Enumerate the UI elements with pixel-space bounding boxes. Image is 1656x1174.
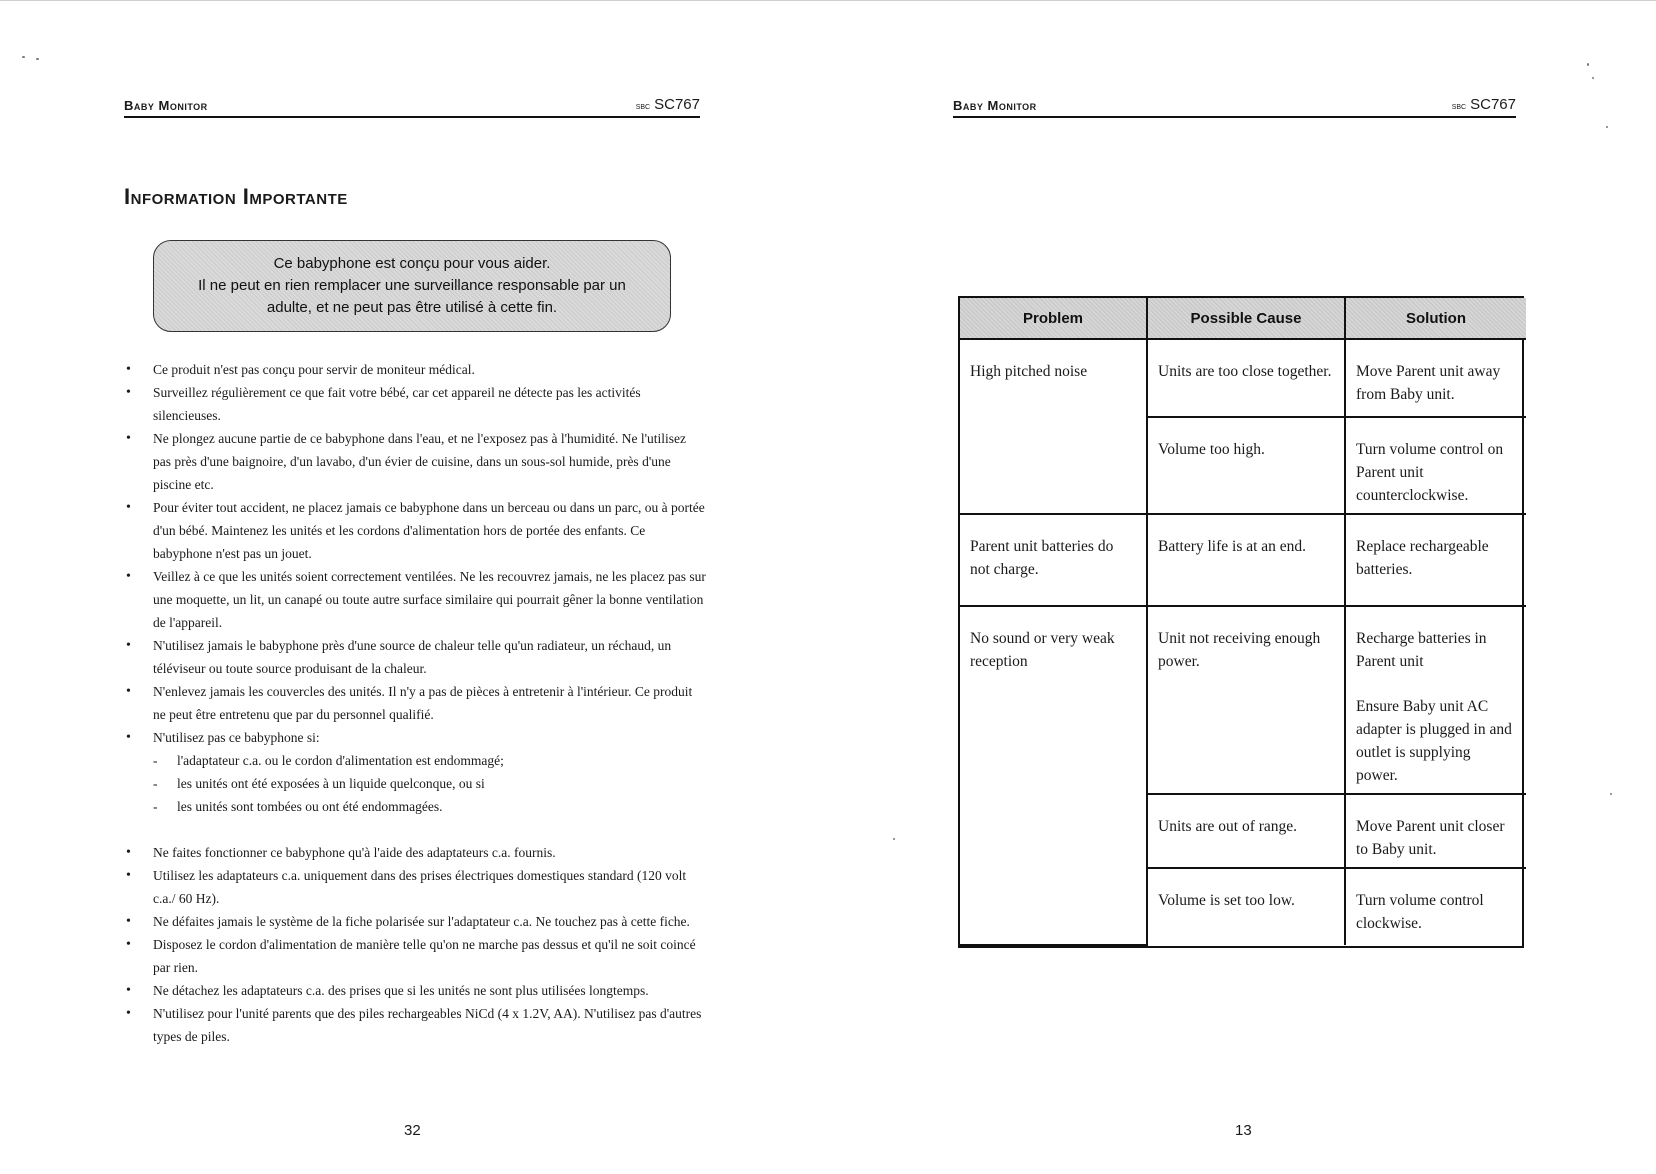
list-item: • Pour éviter tout accident, ne placez jamais ce babyphone dans un berceau ou dans un parc, ou à portée d'un bébé. Maintenez les unités et les cordons d'alimentation hors de portée des enfants. Ce babyphone n'est pas un jouet. bbox=[124, 496, 706, 565]
warning-line: adulte, et ne peut pas être utilisé à cette fin. bbox=[266, 299, 558, 316]
header-model-number: SC767 bbox=[654, 96, 700, 113]
scan-speck bbox=[1606, 126, 1608, 128]
scan-speck bbox=[1610, 793, 1612, 795]
solution-text: Ensure Baby unit AC adapter is plugged in and outlet is supplying power. bbox=[1356, 698, 1512, 784]
header-model-prefix: sbc bbox=[635, 101, 651, 112]
solution-text: Turn volume control on Parent unit counterclockwise. bbox=[1356, 441, 1504, 504]
solution-cell bbox=[1345, 417, 1526, 514]
cause-cell: Units are too close together. bbox=[1147, 339, 1345, 417]
cause-cell: Volume is set too low. bbox=[1147, 868, 1345, 945]
solution-cell bbox=[1345, 514, 1526, 606]
solution-text: Turn volume control clockwise. bbox=[1356, 892, 1484, 932]
scan-speck bbox=[1587, 63, 1589, 66]
warning-line: Il ne peut en rien remplacer une surveillance responsable par un bbox=[198, 277, 626, 294]
cause-cell: Units are out of range. bbox=[1147, 794, 1345, 868]
safety-list bbox=[124, 358, 706, 1048]
table-row bbox=[960, 514, 1526, 606]
list-item: • Surveillez régulièrement ce que fait votre bébé, car cet appareil ne détecte pas les activités silencieuses. bbox=[124, 381, 706, 427]
header-model-number: SC767 bbox=[1470, 96, 1516, 113]
scan-speck bbox=[22, 56, 25, 58]
sub-list-item-text: - l'adaptateur c.a. ou le cordon d'alimentation est endommagé; bbox=[177, 753, 504, 768]
column-header-solution: Solution bbox=[1345, 298, 1526, 339]
solution-text: Move Parent unit away from Baby unit. bbox=[1356, 363, 1501, 403]
table-header-row bbox=[960, 298, 1526, 339]
running-header bbox=[124, 90, 700, 118]
header-model bbox=[1452, 96, 1516, 113]
sub-list-item bbox=[124, 749, 706, 772]
list-item: • Ne faites fonctionner ce babyphone qu'à l'aide des adaptateurs c.a. fournis. bbox=[124, 841, 706, 864]
problem-cell: High pitched noise bbox=[960, 339, 1147, 514]
list-item: • N'enlevez jamais les couvercles des unités. Il n'y a pas de pièces à entretenir à l'intérieur. Ce produit ne peut être entretenu que par du personnel qualifié. bbox=[124, 680, 706, 726]
page-number: 32 bbox=[404, 1122, 421, 1139]
solution-text: Move Parent unit closer to Baby unit. bbox=[1356, 818, 1505, 858]
table-row bbox=[960, 606, 1526, 794]
list-item: • Ne détachez les adaptateurs c.a. des prises que si les unités ne sont plus utilisées longtemps. bbox=[124, 979, 706, 1002]
running-header bbox=[953, 90, 1516, 118]
list-item: • Veillez à ce que les unités soient correctement ventilées. Ne les recouvrez jamais, ne les placez pas sur une moquette, un lit, un canapé ou toute autre surface similaire qui pourrait gêner la bonne ventilation de l'appareil. bbox=[124, 565, 706, 634]
sub-list-item bbox=[124, 772, 706, 795]
scan-speck bbox=[893, 838, 895, 840]
solution-cell bbox=[1345, 339, 1526, 417]
column-header-problem: Problem bbox=[960, 298, 1147, 339]
list-item: • N'utilisez jamais le babyphone près d'une source de chaleur telle qu'un radiateur, un réchaud, un téléviseur ou toute source produisant de la chaleur. bbox=[124, 634, 706, 680]
solution-cell bbox=[1345, 606, 1526, 794]
list-item: • N'utilisez pour l'unité parents que des piles rechargeables NiCd (4 x 1.2V, AA). N'utilisez pas d'autres types de piles. bbox=[124, 1002, 706, 1048]
header-brand: Baby Monitor bbox=[124, 98, 208, 113]
cause-cell: Volume too high. bbox=[1147, 417, 1345, 514]
problem-cell: No sound or very weak reception bbox=[960, 606, 1147, 945]
section-title: Information Importante bbox=[124, 184, 348, 209]
header-brand: Baby Monitor bbox=[953, 98, 1037, 113]
solution-text: Recharge batteries in Parent unit bbox=[1356, 630, 1487, 670]
troubleshooting-table bbox=[958, 296, 1524, 948]
column-header-cause: Possible Cause bbox=[1147, 298, 1345, 339]
right-page bbox=[828, 0, 1656, 1174]
header-model-prefix: sbc bbox=[1451, 101, 1467, 112]
sub-list-item-text: - les unités ont été exposées à un liquide quelconque, ou si bbox=[177, 776, 485, 791]
header-model bbox=[636, 96, 700, 113]
sub-list-item bbox=[124, 795, 706, 818]
list-item: • Ne défaites jamais le système de la fiche polarisée sur l'adaptateur c.a. Ne touchez pas à cette fiche. bbox=[124, 910, 706, 933]
problem-cell: Parent unit batteries do not charge. bbox=[960, 514, 1147, 606]
solution-cell bbox=[1345, 868, 1526, 945]
list-item: • Disposez le cordon d'alimentation de manière telle qu'on ne marche pas dessus et qu'il ne soit coincé par rien. bbox=[124, 933, 706, 979]
list-item: • N'utilisez pas ce babyphone si: bbox=[124, 726, 706, 749]
scan-speck bbox=[1592, 77, 1594, 79]
warning-line: Ce babyphone est conçu pour vous aider. bbox=[273, 255, 551, 272]
list-spacer bbox=[124, 818, 706, 841]
sub-list-item-text: - les unités sont tombées ou ont été endommagées. bbox=[177, 799, 443, 814]
list-item: • Ce produit n'est pas conçu pour servir de moniteur médical. bbox=[124, 358, 706, 381]
table-row bbox=[960, 339, 1526, 417]
warning-box bbox=[153, 240, 671, 332]
cause-cell: Unit not receiving enough power. bbox=[1147, 606, 1345, 794]
page-number: 13 bbox=[1235, 1122, 1252, 1139]
scan-speck bbox=[36, 58, 39, 60]
list-item: • Utilisez les adaptateurs c.a. uniquement dans des prises électriques domestiques standard (120 volt c.a./ 60 Hz). bbox=[124, 864, 706, 910]
cause-cell: Battery life is at an end. bbox=[1147, 514, 1345, 606]
list-item: • Ne plongez aucune partie de ce babyphone dans l'eau, et ne l'exposez pas à l'humidité. Ne l'utilisez pas près d'une baignoire, d'un lavabo, d'un évier de cuisine, dans un sous-sol humide, près d'une piscine etc. bbox=[124, 427, 706, 496]
solution-text: Replace rechargeable batteries. bbox=[1356, 538, 1489, 578]
solution-cell bbox=[1345, 794, 1526, 868]
